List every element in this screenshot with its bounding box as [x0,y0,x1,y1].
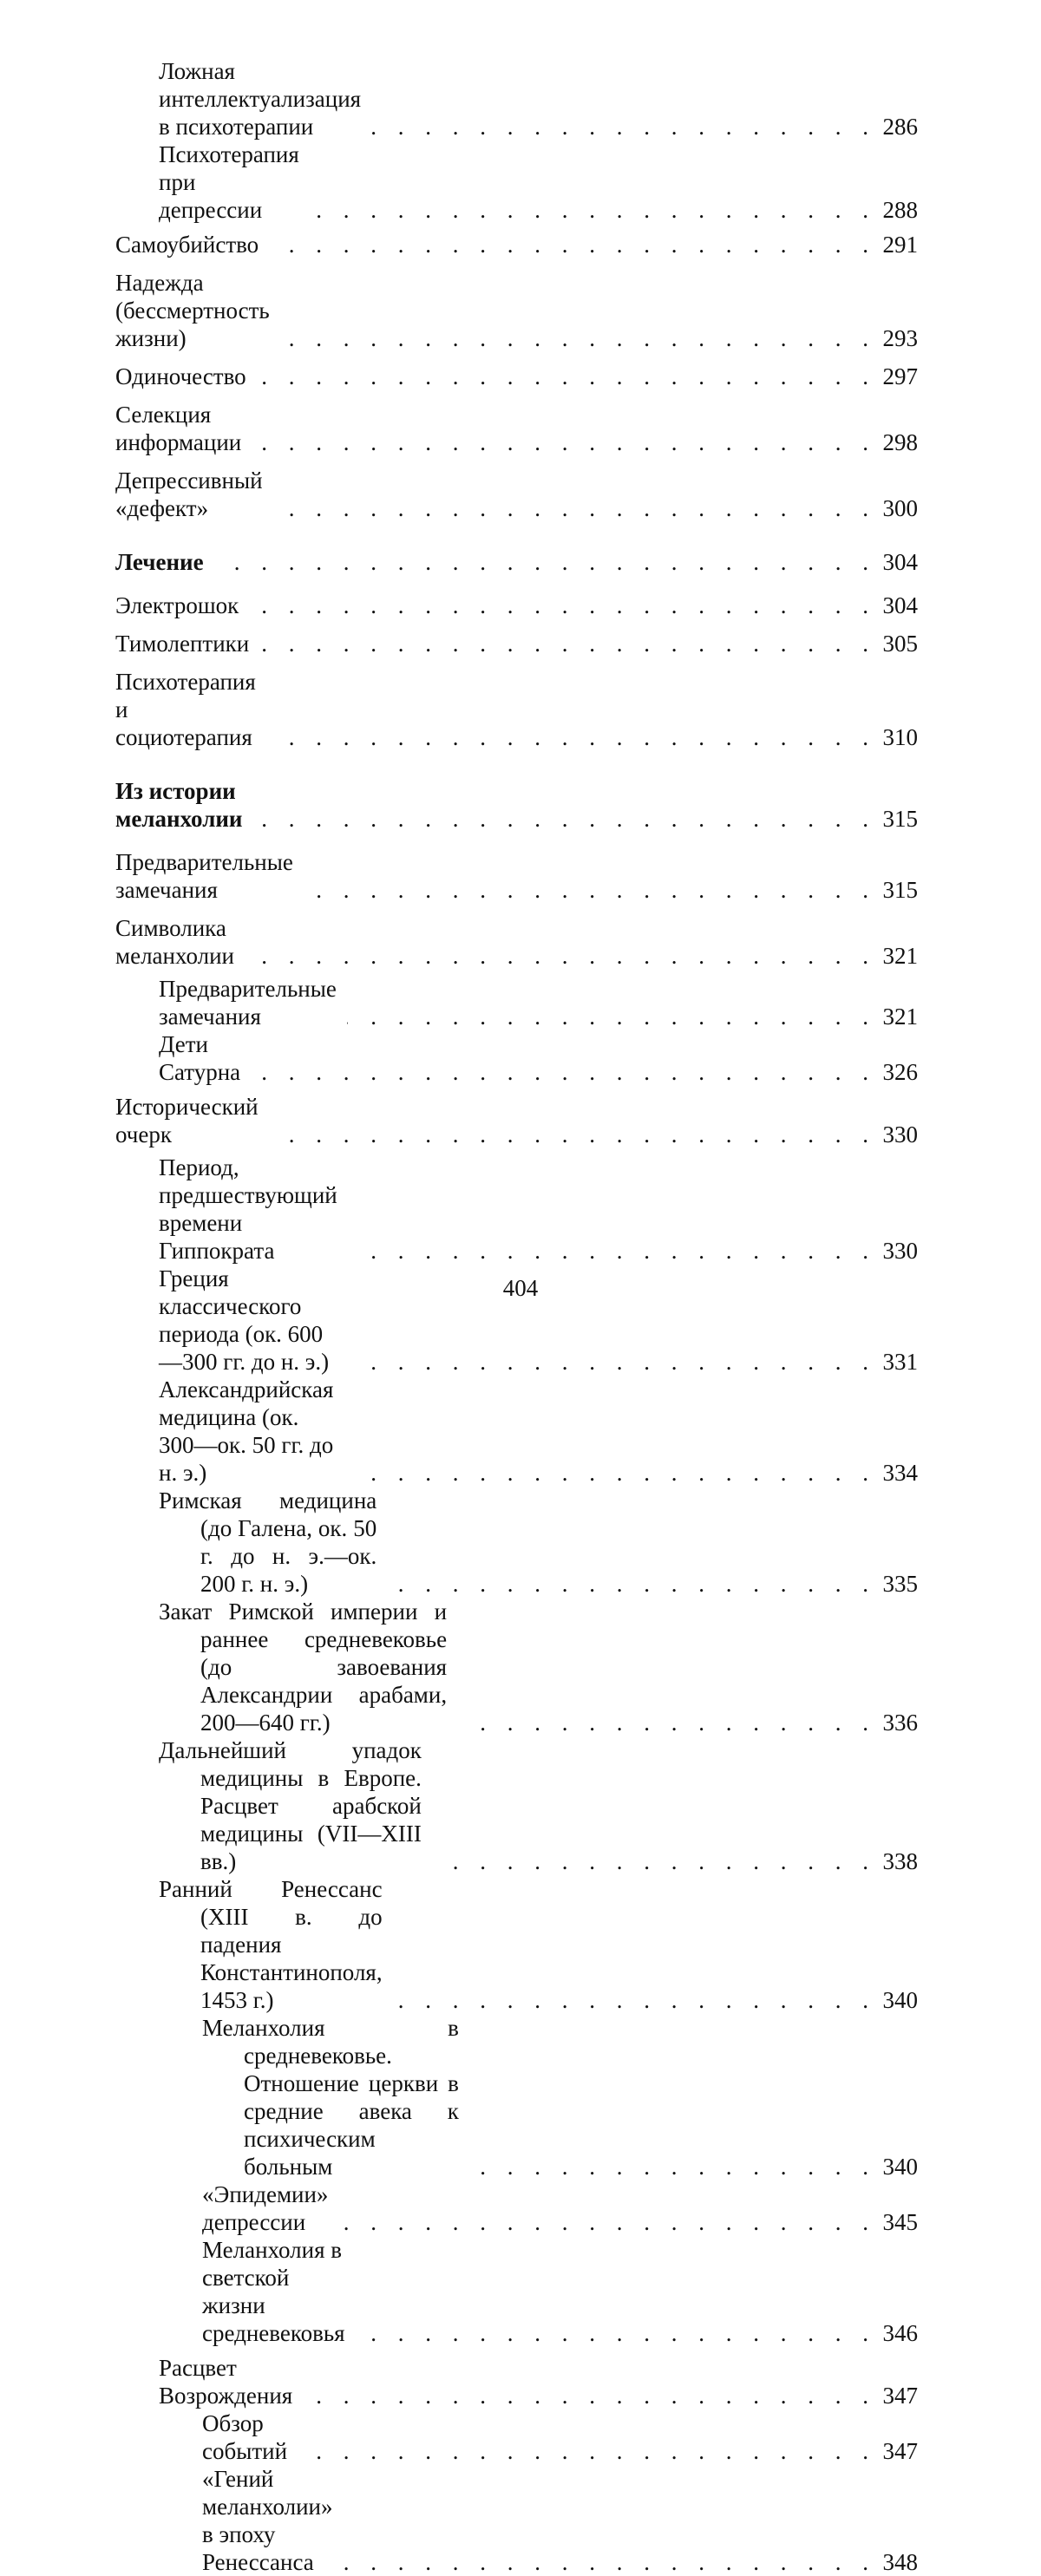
toc-entry-page: 330 [881,1121,918,1148]
toc-entry-page: 346 [881,2319,918,2347]
dot-leader: . . . . . . . . . . . . . . . . . . . . . [303,2382,876,2409]
toc-entry-title: Предварительные замечания [159,975,337,1030]
dot-leader: . . . . . . . . . . . . . . . . . . . . . . . [245,942,876,970]
dot-leader: . . . . . . . . . . . . . . . . . . . . . . [273,494,876,522]
toc-entry-title: Селекция информации [115,401,241,456]
toc-entry-title: Электрошок [115,592,239,619]
toc-entry-page: 300 [881,494,918,522]
toc-entry [115,57,918,141]
toc-entry-page: 286 [881,113,918,141]
toc-entry [115,2354,918,2409]
toc-entry-title: Одиночество [115,363,246,390]
toc-entry [115,1376,918,1487]
dot-leader: . . . . . . . . . . . . . . . [457,1709,876,1736]
dot-leader: . . . . . . . . . . . . . . . . . . . . [338,2208,876,2236]
toc-entry-title: Расцвет Возрождения [159,2354,292,2409]
toc-entry [115,2014,918,2180]
toc-entry-page: 345 [881,2208,918,2236]
toc-entry-title: Дети Сатурна [159,1030,240,1086]
toc-entry [115,141,918,224]
toc-entry [115,231,918,258]
toc-entry-page: 335 [881,1570,918,1598]
toc-entry [115,914,918,970]
toc-entry-page: 288 [881,196,918,224]
dot-leader: . . . . . . . . . . . . . . . . . . . . . . . [252,428,876,456]
toc-entry-title: Самоубийство [115,231,259,258]
toc-entry-title: Закат Римской империи и раннее средневековье (до завоевания Александрии арабами, 200—640 гг.) [159,1598,447,1736]
toc-entry-title: Предварительные замечания [115,848,293,904]
toc-entry [115,630,918,657]
toc-entry-title: Меланхолия в средневековье. Отношение церкви в средние авека к психическим больным [202,2014,459,2180]
dot-leader: . . . . . . . . . . . . . . . . . . . . . . [269,231,876,258]
toc-entry-page: 326 [881,1058,918,1086]
toc-entry [115,2465,918,2576]
toc-entry-title: Надежда (бессмертность жизни) [115,269,270,352]
toc-entry [115,668,918,751]
dot-leader: . . . . . . . . . . . . . . . . . . . [347,1003,876,1030]
toc-entry-page: 334 [881,1459,918,1487]
dot-leader: . . . . . . . . . . . . . . . . . . . . . [304,876,876,904]
toc-entry-page: 321 [881,942,918,970]
dot-leader: . . . . . . . . . . . . . . . . . . . . . . [280,324,876,352]
dot-leader: . . . . . . . . . . . . . . . . . . . . . . . [249,592,876,619]
toc-entry-title: Символика меланхолии [115,914,234,970]
toc-entry [115,848,918,904]
toc-entry [115,363,918,390]
toc-entry-title: Лечение [115,548,204,576]
toc-entry-page: 304 [881,592,918,619]
dot-leader: . . . . . . . . . . . . . . . . [432,1847,876,1875]
dot-leader: . . . . . . . . . . . . . . . . . . . [371,113,876,141]
dot-leader: . . . . . . . . . . . . . . . . . . . . . . . . [214,548,876,576]
toc-entry-page: 321 [881,1003,918,1030]
toc-entry-page: 336 [881,1709,918,1736]
toc-entry [115,2409,918,2465]
toc-entry-page: 310 [881,723,918,751]
toc-entry-page: 297 [881,363,918,390]
toc-entry [115,2236,918,2347]
toc-entry-title: Дальнейший упадок медицины в Европе. Расцвет арабской медицины (VII—XIII вв.) [159,1736,422,1875]
toc-entry-page: 340 [881,1986,918,2014]
toc-entry-page: 340 [881,2153,918,2180]
table-of-contents [115,57,918,2576]
dot-leader: . . . . . . . . . . . . . . . . . . . [349,1459,876,1487]
dot-leader: . . . . . . . . . . . . . . . . . . . . . [298,2437,876,2465]
dot-leader: . . . . . . . . . . . . . . . . . . [387,1570,876,1598]
dot-leader: . . . . . . . . . . . . . . . . . . . . . . . [252,805,876,833]
toc-entry [115,2180,918,2236]
toc-entry-title: Период, предшествующий времени Гиппократа [159,1154,337,1265]
toc-entry [115,592,918,619]
toc-entry-page: 315 [881,876,918,904]
toc-entry-title: Психотерапия и социотерапия [115,668,256,751]
toc-entry-title: Меланхолия в светской жизни средневековья [202,2236,346,2347]
toc-entry [115,975,918,1030]
toc-entry-page: 315 [881,805,918,833]
toc-entry [115,1487,918,1598]
toc-section-heading [115,548,918,576]
toc-entry-page: 293 [881,324,918,352]
toc-entry-page: 304 [881,548,918,576]
toc-entry-title: «Гений меланхолии» в эпоху Ренессанса [202,2465,334,2576]
toc-entry-title: Греция классического периода (ок. 600—300 гг. до н. э.) [159,1265,339,1376]
toc-entry [115,467,918,522]
dot-leader: . . . . . . . . . . . . . . . . . . . [348,1237,876,1265]
toc-entry [115,1030,918,1086]
dot-leader: . . . . . . . . . . . . . . . . . . . [350,1348,876,1376]
toc-entry-page: 347 [881,2437,918,2465]
toc-entry-page: 338 [881,1847,918,1875]
toc-entry-title: Ложная интеллектуализация в психотерапии [159,57,361,141]
dot-leader: . . . . . . . . . . . . . . . . . . . . . . . [259,630,876,657]
toc-entry [115,269,918,352]
toc-entry [115,1598,918,1736]
toc-entry-page: 298 [881,428,918,456]
dot-leader: . . . . . . . . . . . . . . . [469,2153,876,2180]
toc-entry-page: 330 [881,1237,918,1265]
toc-entry [115,1154,918,1265]
dot-leader: . . . . . . . . . . . . . . . . . . . . . . . [251,1058,876,1086]
toc-entry-title: Психотерапия при депрессии [159,141,299,224]
dot-leader: . . . . . . . . . . . . . . . . . . . [357,2319,876,2347]
toc-entry-title: Тимолептики [115,630,249,657]
toc-entry-title: Александрийская медицина (ок. 300—ок. 50 гг. до н. э.) [159,1376,338,1487]
toc-entry-title: Римская медицина (до Галена, ок. 50 г. до н. э.—ок. 200 г. н. э.) [159,1487,376,1598]
page-number: 404 [0,1275,1041,1302]
toc-entry-title: Ранний Ренессанс (XIII в. до падения Константинополя, 1453 г.) [159,1875,383,2014]
toc-entry-page: 348 [881,2548,918,2576]
toc-entry [115,1093,918,1148]
dot-leader: . . . . . . . . . . . . . . . . . . . [344,2548,876,2576]
dot-leader: . . . . . . . . . . . . . . . . . . [393,1986,876,2014]
toc-entry-page: 347 [881,2382,918,2409]
toc-entry-page: 331 [881,1348,918,1376]
toc-entry-title: Депрессивный «дефект» [115,467,263,522]
toc-entry [115,401,918,456]
dot-leader: . . . . . . . . . . . . . . . . . . . . . . [266,723,876,751]
dot-leader: . . . . . . . . . . . . . . . . . . . . . . [269,1121,876,1148]
toc-entry-page: 291 [881,231,918,258]
toc-entry-title: «Эпидемии» депрессии [202,2180,328,2236]
toc-entry-title: Из истории меланхолии [115,777,242,833]
toc-entry [115,1736,918,1875]
toc-entry [115,1875,918,2014]
dot-leader: . . . . . . . . . . . . . . . . . . . . . [310,196,876,224]
toc-entry-page: 305 [881,630,918,657]
dot-leader: . . . . . . . . . . . . . . . . . . . . . . . [257,363,876,390]
toc-section-heading [115,777,918,833]
toc-entry-title: Обзор событий [202,2409,287,2465]
toc-entry-title: Исторический очерк [115,1093,259,1148]
